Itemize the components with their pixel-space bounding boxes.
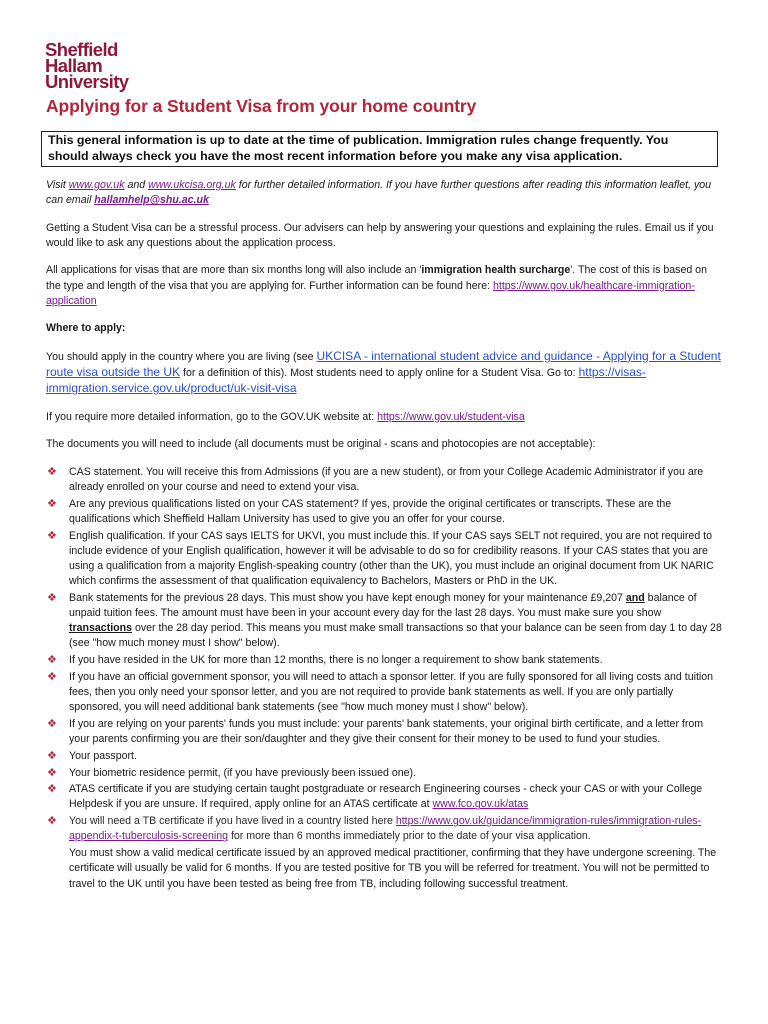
- list-item: ❖ Bank statements for the previous 28 days. This must show you have kept enough money for your maintenance £9,207 and balance of unpaid tuition fees. The amount must have been in your account every day for the last 28 days. You must make sure you show transactions over the 28 day period. This means you must make small transactions so that your balance can be seen from day 1 to day 28 (see "how much money must I show" below).: [47, 591, 722, 650]
- diamond-bullet-icon: ❖: [47, 591, 57, 604]
- diamond-bullet-icon: ❖: [47, 766, 57, 779]
- document-body: [46, 178, 722, 892]
- list-item: ❖ Your passport.: [46, 749, 722, 764]
- stress-paragraph: Getting a Student Visa can be a stressful process. Our advisers can help by answering your questions and explaining the rules. Email us if you would like to ask any questions about the application process.: [46, 221, 714, 249]
- where-heading: Where to apply:: [46, 322, 126, 335]
- where-paragraph: You should apply in the country where you are living (see UKCISA - international student advice and guidance - Applying for a Student route visa outside the UK for a definition of this). Most students need to apply online for a Student Visa. Go to: https://visas-immigration.service.gov.uk/product/uk-visit-visa: [46, 348, 721, 396]
- detail-paragraph: If you require more detailed information, go to the GOV.UK website at: https://www.gov.uk/student-visa: [46, 410, 525, 423]
- diamond-bullet-icon: ❖: [47, 815, 57, 828]
- list-item: ❖ Your biometric residence permit, (if you have previously been issued one).: [46, 766, 722, 781]
- logo-line-3: University: [45, 71, 129, 92]
- logo-line-2: Hallam: [45, 55, 103, 76]
- tb-followup-paragraph: You must show a valid medical certificate issued by an approved medical practitioner, confirming that they have undergone screening. The certificate will usually be valid for 6 months. If you are tested positive for TB you will be referred for treatment. You will not be permitted to travel to the UK until you have been tested as being free from TB, including following successful treatment.: [69, 847, 717, 890]
- university-logo: [45, 39, 129, 92]
- ukcisa-guidance-link[interactable]: UKCISA - international student advice and guidance - Applying for a Student route visa outside the UK: [46, 348, 721, 380]
- student-visa-link[interactable]: https://www.gov.uk/student-visa: [377, 410, 525, 423]
- gov-uk-link[interactable]: www.gov.uk: [68, 179, 125, 191]
- intro-paragraph: Visit www.gov.uk and www.ukcisa.org.uk for further detailed information. If you have further questions after reading this information leaflet, you can email hallamhelp@shu.ac.uk: [46, 179, 712, 207]
- diamond-bullet-icon: ❖: [47, 717, 57, 730]
- diamond-bullet-icon: ❖: [47, 670, 57, 683]
- publication-notice: This general information is up to date at the time of publication. Immigration rules change frequently. You should always check you have the most recent information before you make any visa application.: [41, 131, 718, 167]
- visa-application-link[interactable]: https://visas-immigration.service.gov.uk/product/uk-visit-visa: [46, 365, 646, 396]
- diamond-bullet-icon: ❖: [47, 749, 57, 762]
- list-item: ❖ ATAS certificate if you are studying certain taught postgraduate or research Engineering courses - check your CAS or with your College Helpdesk if you are unsure. If required, apply online for an ATAS certificate at www.fco.gov.uk/atas: [47, 783, 703, 811]
- list-item: ❖ If you have an official government sponsor, you will need to attach a sponsor letter. If you are fully sponsored for all living costs and tuition fees, then you only need your sponsor letter, and you are not required to provide bank statements as well. If you are only partially sponsored, you will need additional bank statements (see "how much money must I show" below).: [47, 670, 714, 714]
- ihs-paragraph: All applications for visas that are more than six months long will also include an 'immigration health surcharge'. The cost of this is based on the type and length of the visa that you are applying for. Further information can be found here: https://www.gov.uk/healthcare-immigration-application: [46, 264, 707, 307]
- list-item: ❖ If you are relying on your parents' funds you must include: your parents' bank statements, your original birth certificate, and a letter from your parents confirming you are their son/daughter and they give their consent for their money to be used to fund your studies.: [47, 717, 704, 746]
- documents-list: [46, 465, 722, 845]
- diamond-bullet-icon: ❖: [47, 497, 57, 510]
- list-item: ❖ Are any previous qualifications listed on your CAS statement? If yes, provide the original certificates or transcripts. These are the qualifications which Sheffield Hallam University has used to give you an offer for your course.: [47, 497, 672, 525]
- ukcisa-link[interactable]: www.ukcisa.org.uk: [148, 179, 236, 191]
- list-item: ❖ CAS statement. You will receive this from Admissions (if you are a new student), or from your College Academic Administrator if you are already enrolled on your course and need to extend your visa.: [47, 465, 704, 493]
- diamond-bullet-icon: ❖: [47, 529, 57, 542]
- ihs-link[interactable]: https://www.gov.uk/healthcare-immigration-application: [46, 279, 695, 307]
- atas-link[interactable]: www.fco.gov.uk/atas: [432, 798, 529, 811]
- tb-screening-link[interactable]: https://www.gov.uk/guidance/immigration-rules/immigration-rules-appendix-t-tuberculosis-screening: [69, 815, 702, 843]
- list-item: ❖ You will need a TB certificate if you have lived in a country listed here https://www.gov.uk/guidance/immigration-rules/immigration-rules-appendix-t-tuberculosis-screening for more than 6 months immediately prior to the date of your visa application.: [47, 815, 702, 843]
- email-link[interactable]: hallamhelp@shu.ac.uk: [94, 194, 209, 207]
- documents-paragraph: The documents you will need to include (all documents must be original - scans and photocopies are not acceptable):: [46, 438, 596, 451]
- logo-line-1: Sheffield: [45, 39, 118, 60]
- page-title: Applying for a Student Visa from your home country: [46, 96, 477, 116]
- list-item: ❖ If you have resided in the UK for more than 12 months, there is no longer a requirement to show bank statements.: [46, 653, 722, 668]
- diamond-bullet-icon: ❖: [47, 465, 57, 478]
- diamond-bullet-icon: ❖: [47, 783, 57, 796]
- diamond-bullet-icon: ❖: [47, 654, 57, 667]
- list-item: ❖ English qualification. If your CAS says IELTS for UKVI, you must include this. If your CAS says SELT not required, you are not required to include evidence of your English qualification, however it will be advisable to do so for credibility reasons. If your CAS states that you are using a qualification from a majority English-speaking country (other than the UK), you must include an original document from UK NARIC which confirms the assessment of that qualification equivalency to Bachelors, Masters or PhD in the UK.: [47, 529, 714, 588]
